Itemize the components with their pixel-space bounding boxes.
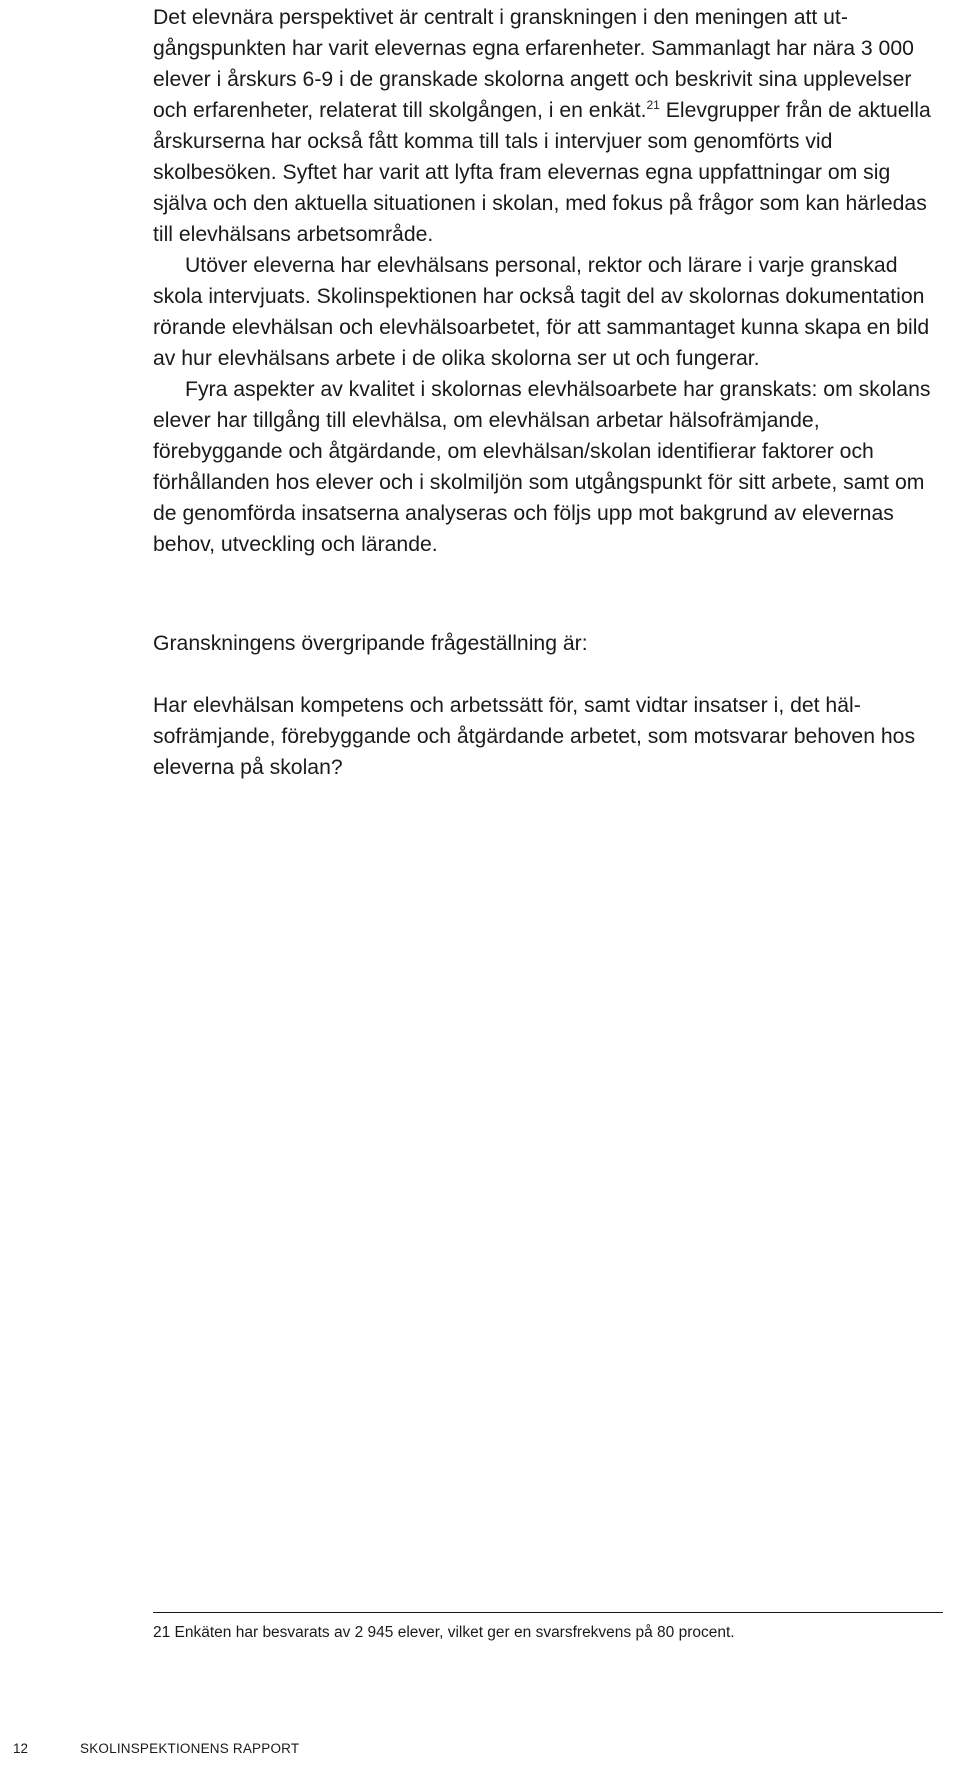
page-number: 12: [13, 1741, 29, 1756]
footnote-divider: [153, 1612, 943, 1613]
paragraph-method-part-2: Elevgrupper från de aktuella årskurserna har också fått komma till tals i intervjuer som genomförts vid skolbesöken. Syftet har varit att lyfta fram elevernas egna uppfattningar om sig själva och den aktuella situationen i skolan, med fokus på frågor som kan härledas till elevhälsans arbetsområde.: [153, 99, 931, 246]
page-footer: [0, 1740, 960, 1765]
running-title: SKOLINSPEKTIONENS RAPPORT: [80, 1741, 300, 1756]
main-question: Har elevhälsan kompetens och arbetssätt för, samt vidtar insatser i, det hälsofrämjande, förebyggande och åtgärdande arbetet, som motsvarar behoven hos eleverna på skolan?: [153, 694, 916, 779]
footnote-reference[interactable]: 21: [646, 97, 660, 112]
paragraph-method: [153, 0, 943, 250]
paragraph-aspects: Fyra aspekter av kvalitet i skolornas elevhälsoarbete har granskats: om skolans elever har tillgång till elevhälsa, om elevhälsan arbetar hälsofrämjande, förebyggande och åtgärdande, om elevhälsan/skolan identifierar faktorer och förhållanden hos elever och i skolmiljön som utgångspunkt för sitt arbete, samt om de genomförda insatserna analyseras och följs upp mot bakgrund av elevernas behov, utveckling och lärande.: [153, 378, 931, 556]
paragraph-interviews: Utöver eleverna har elevhälsans personal, rektor och lärare i varje granskad skola intervjuats. Skolinspektionen har också tagit del av skolornas dokumentation rörande elevhälsan och elevhälsoarbetet, för att sammantaget kunna skapa en bild av hur elevhälsans arbete i de olika skolorna ser ut och fungerar.: [153, 254, 930, 370]
question-lead: Granskningens övergripande frågeställning är:: [153, 632, 588, 655]
body-text: [153, 0, 943, 560]
footnote: 21 Enkäten har besvarats av 2 945 elever, vilket ger en svarsfrekvens på 80 procent.: [153, 1624, 735, 1641]
paragraph-method-part-1: Det elevnära perspektivet är centralt i granskningen i den meningen att utgångspunkten har varit elevernas egna erfarenheter. Sammanlagt har nära 3 000 elever i årskurs 6-9 i de granskade skolorna angett och beskrivit sina upplevelser och erfarenheter, relaterat till skolgången, i en enkät.: [153, 6, 914, 122]
